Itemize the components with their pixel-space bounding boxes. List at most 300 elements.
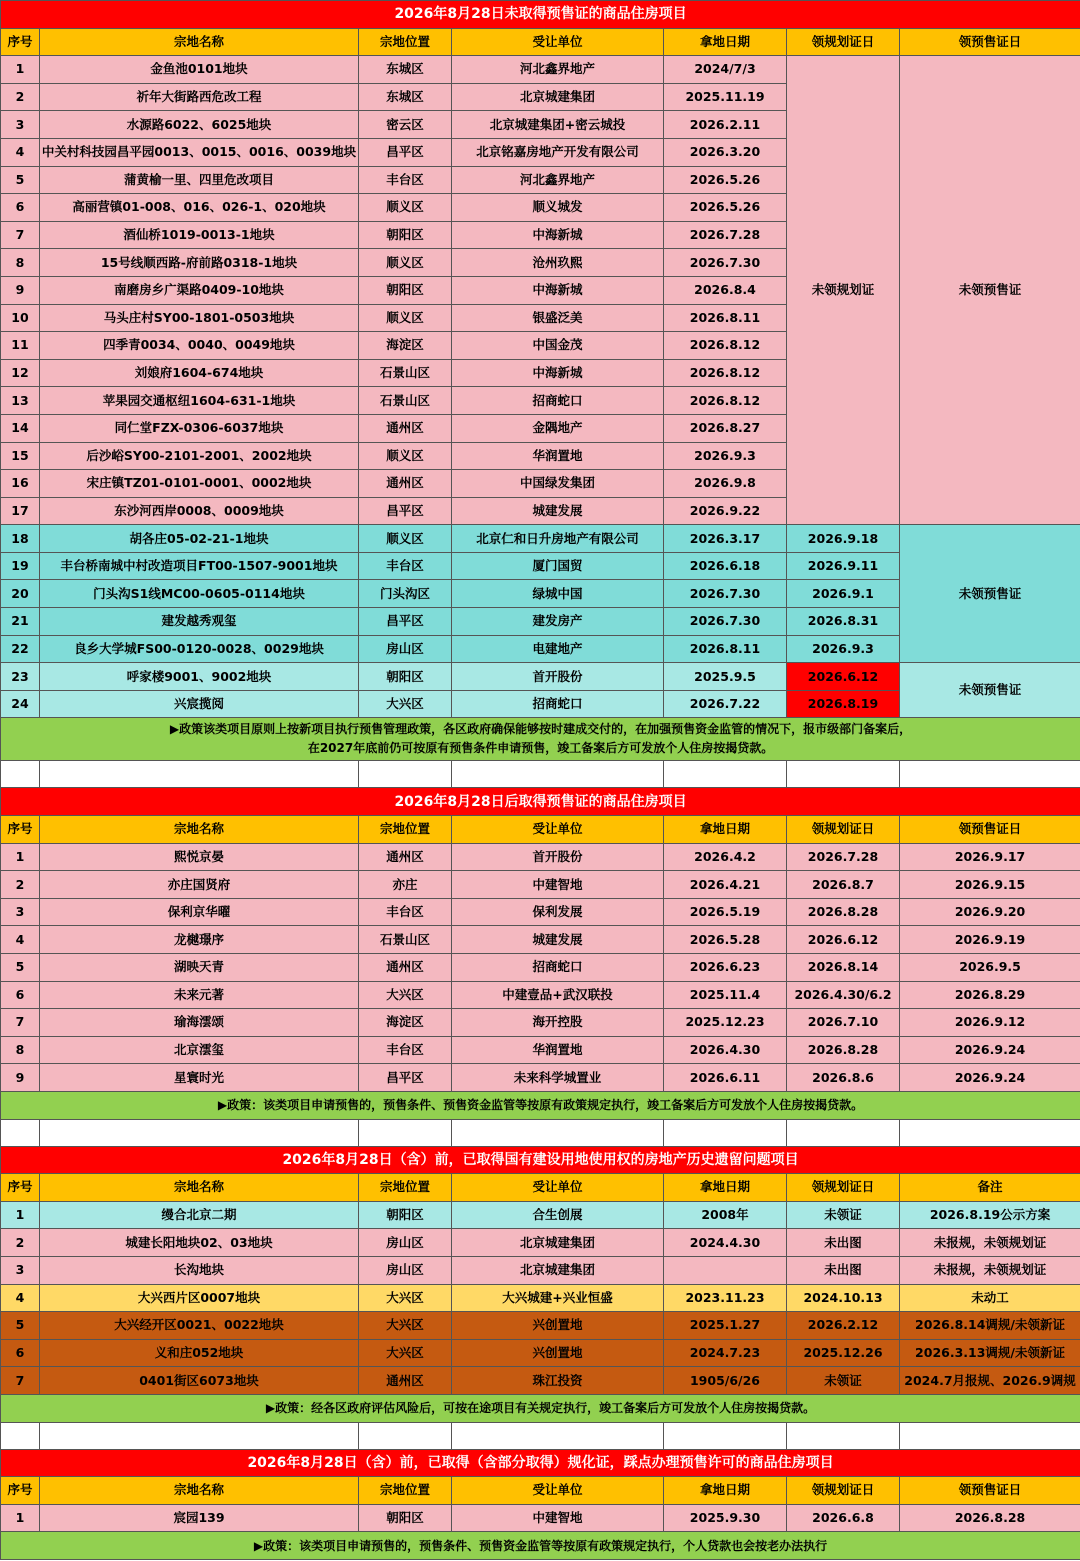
table-cell: 未出图 <box>787 1229 900 1257</box>
policy-row <box>1 1394 1080 1422</box>
table-cell: 义和庄052地块 <box>40 1339 359 1367</box>
empty-cell <box>359 1119 452 1146</box>
table-cell: 1 <box>1 843 40 871</box>
table-cell: 2026.6.23 <box>664 954 787 982</box>
table-cell: 龙樾璟序 <box>40 926 359 954</box>
table-cell: 2026.9.19 <box>900 926 1080 954</box>
table-cell: 金隅地产 <box>452 414 664 442</box>
column-header: 宗地名称 <box>40 1477 359 1505</box>
table-cell: 东城区 <box>359 83 452 111</box>
table-cell: 15 <box>1 442 40 470</box>
table-cell: 大兴区 <box>359 1339 452 1367</box>
table-cell: 南磨房乡广渠路0409-10地块 <box>40 276 359 304</box>
table-cell: 20 <box>1 580 40 608</box>
table-cell: 招商蛇口 <box>452 954 664 982</box>
table-row <box>1 981 1080 1009</box>
table-cell: 顺义区 <box>359 304 452 332</box>
empty-cell <box>40 761 359 788</box>
table-cell <box>664 1256 787 1284</box>
table-cell: 朝阳区 <box>359 276 452 304</box>
table-cell: 大兴西片区0007地块 <box>40 1284 359 1312</box>
table-cell: 2026.3.17 <box>664 525 787 553</box>
table-cell: 祈年大街路西危改工程 <box>40 83 359 111</box>
column-header: 受让单位 <box>452 816 664 844</box>
table-cell: 2026.8.29 <box>900 981 1080 1009</box>
table-cell: 11 <box>1 332 40 360</box>
table-cell: 1 <box>1 1201 40 1229</box>
table-cell: 大兴区 <box>359 1312 452 1340</box>
table-cell: 2026.9.5 <box>900 954 1080 982</box>
column-header: 宗地位置 <box>359 1174 452 1202</box>
policy-note <box>1 1091 1080 1119</box>
table-cell: 2026.7.10 <box>787 1009 900 1037</box>
table-cell: 2025.11.19 <box>664 83 787 111</box>
column-header: 领预售证日 <box>900 816 1080 844</box>
spacer-row <box>1 1422 1080 1449</box>
empty-cell <box>40 1422 359 1449</box>
table-row <box>1 871 1080 899</box>
table-cell: 8 <box>1 249 40 277</box>
table-cell: 房山区 <box>359 1256 452 1284</box>
table-cell: 大兴经开区0021、0022地块 <box>40 1312 359 1340</box>
policy-row <box>1 1532 1080 1560</box>
table-cell: 24 <box>1 690 40 718</box>
section-title-row <box>1 1146 1080 1174</box>
column-header: 拿地日期 <box>664 816 787 844</box>
table-cell: 昌平区 <box>359 497 452 525</box>
table-cell: 宸园139 <box>40 1504 359 1532</box>
table-cell: 中国绿发集团 <box>452 470 664 498</box>
section-title-row <box>1 1 1080 29</box>
table-cell: 北京城建集团 <box>452 1256 664 1284</box>
table-cell: 昌平区 <box>359 1064 452 1092</box>
table-cell: 2025.1.27 <box>664 1312 787 1340</box>
table-cell: 2026.9.24 <box>900 1064 1080 1092</box>
table-cell: 东城区 <box>359 56 452 84</box>
table-cell: 刘娘府1604-674地块 <box>40 359 359 387</box>
table-cell: 6 <box>1 981 40 1009</box>
column-header: 拿地日期 <box>664 1174 787 1202</box>
table-cell: 9 <box>1 1064 40 1092</box>
table-cell: 蒲黄榆一里、四里危改项目 <box>40 166 359 194</box>
table-cell: 2026.3.13调规/未领新证 <box>900 1339 1080 1367</box>
empty-cell <box>664 761 787 788</box>
presale-status-merged: 未领预售证 <box>900 525 1080 663</box>
table-cell: 密云区 <box>359 111 452 139</box>
table-cell: 2026.4.2 <box>664 843 787 871</box>
table-cell: 6 <box>1 194 40 222</box>
table-cell: 北京铭嘉房地产开发有限公司 <box>452 138 664 166</box>
table-cell: 2026.8.6 <box>787 1064 900 1092</box>
table-cell: 2026.9.1 <box>787 580 900 608</box>
section-title: 2026年8月28日（含）前，已取得（含部分取得）规化证，踩点办理预售许可的商品住房项目 <box>1 1449 1080 1477</box>
table-cell: 中国金茂 <box>452 332 664 360</box>
column-header: 宗地名称 <box>40 1174 359 1202</box>
table-cell: 昌平区 <box>359 608 452 636</box>
table-cell: 22 <box>1 635 40 663</box>
table-cell: 2026.7.30 <box>664 249 787 277</box>
table-cell: 1905/6/26 <box>664 1367 787 1395</box>
table-row <box>1 1504 1080 1532</box>
table-cell: 中关村科技园昌平园0013、0015、0016、0039地块 <box>40 138 359 166</box>
table-cell: 城建发展 <box>452 926 664 954</box>
table-cell: 未报规，未领规划证 <box>900 1229 1080 1257</box>
table-cell: 珠江投资 <box>452 1367 664 1395</box>
table-cell: 2026.6.18 <box>664 552 787 580</box>
column-header: 备注 <box>900 1174 1080 1202</box>
table-cell: 2026.6.12 <box>787 926 900 954</box>
plan-date-highlight: 2026.8.19 <box>787 690 900 718</box>
table-cell: 电建地产 <box>452 635 664 663</box>
table-cell: 丰台区 <box>359 898 452 926</box>
table-cell: 15号线顺西路-府前路0318-1地块 <box>40 249 359 277</box>
column-header: 序号 <box>1 816 40 844</box>
table-cell: 2025.12.26 <box>787 1339 900 1367</box>
table-row <box>1 56 1080 84</box>
header-row <box>1 1477 1080 1505</box>
table-cell: 门头沟S1线MC00-0605-0114地块 <box>40 580 359 608</box>
policy-note <box>1 718 1080 761</box>
table-cell: 北京仁和日升房地产有限公司 <box>452 525 664 553</box>
table-cell: 2026.8.12 <box>664 332 787 360</box>
table-cell: 通州区 <box>359 843 452 871</box>
section-title-row <box>1 1449 1080 1477</box>
table-cell: 2026.9.15 <box>900 871 1080 899</box>
column-header: 领规划证日 <box>787 1477 900 1505</box>
table-cell: 宋庄镇TZ01-0101-0001、0002地块 <box>40 470 359 498</box>
table-cell: 2026.8.27 <box>664 414 787 442</box>
header-row <box>1 28 1080 56</box>
table-cell: 7 <box>1 1009 40 1037</box>
table-cell: 通州区 <box>359 414 452 442</box>
table-cell: 厦门国贸 <box>452 552 664 580</box>
table-cell: 招商蛇口 <box>452 690 664 718</box>
table-cell: 2026.9.17 <box>900 843 1080 871</box>
table-cell: 石景山区 <box>359 926 452 954</box>
table-cell: 未报规，未领规划证 <box>900 1256 1080 1284</box>
table-cell: 2026.9.8 <box>664 470 787 498</box>
policy-row <box>1 718 1080 761</box>
policy-text: ▶政策：经各区政府评估风险后，可按在途项目有关规定执行，竣工备案后方可发放个人住房按揭贷款。 <box>265 1401 816 1416</box>
table-cell: 19 <box>1 552 40 580</box>
table-cell: 北京城建集团+密云城投 <box>452 111 664 139</box>
table-cell: 2026.8.14 <box>787 954 900 982</box>
table-cell: 2024.4.30 <box>664 1229 787 1257</box>
plan-date-highlight: 2026.6.12 <box>787 663 900 691</box>
table-cell: 2026.9.22 <box>664 497 787 525</box>
table-cell: 四季青0034、0040、0049地块 <box>40 332 359 360</box>
table-cell: 2026.6.8 <box>787 1504 900 1532</box>
table-row <box>1 898 1080 926</box>
section-title: 2026年8月28日未取得预售证的商品住房项目 <box>1 1 1080 29</box>
table-cell: 中海新城 <box>452 276 664 304</box>
table-cell: 保利发展 <box>452 898 664 926</box>
table-cell: 2026.8.7 <box>787 871 900 899</box>
table-cell: 2025.11.4 <box>664 981 787 1009</box>
table-cell: 通州区 <box>359 954 452 982</box>
table-cell: 7 <box>1 221 40 249</box>
table-cell: 2026.9.11 <box>787 552 900 580</box>
table-cell: 朝阳区 <box>359 221 452 249</box>
column-header: 宗地位置 <box>359 816 452 844</box>
table-cell: 顺义区 <box>359 194 452 222</box>
table-cell: 中建智地 <box>452 1504 664 1532</box>
table-cell: 未领证 <box>787 1201 900 1229</box>
table-cell: 2026.4.30 <box>664 1036 787 1064</box>
table-cell: 丰台桥南城中村改造项目FT00-1507-9001地块 <box>40 552 359 580</box>
table-cell: 4 <box>1 1284 40 1312</box>
table-cell: 城建长阳地块02、03地块 <box>40 1229 359 1257</box>
table-cell: 8 <box>1 1036 40 1064</box>
table-cell: 2026.8.12 <box>664 387 787 415</box>
table-cell: 顺义城发 <box>452 194 664 222</box>
table-cell: 河北鑫界地产 <box>452 166 664 194</box>
table-cell: 建发房产 <box>452 608 664 636</box>
column-header: 受让单位 <box>452 1174 664 1202</box>
column-header: 拿地日期 <box>664 1477 787 1505</box>
table-cell: 2026.7.30 <box>664 580 787 608</box>
header-row <box>1 816 1080 844</box>
table-cell: 星寰时光 <box>40 1064 359 1092</box>
table-cell: 2026.7.28 <box>787 843 900 871</box>
table-cell: 丰台区 <box>359 1036 452 1064</box>
table-cell: 中海新城 <box>452 359 664 387</box>
policy-text: ▶政策该类项目原则上按新项目执行预售管理政策，各区政府确保能够按时建成交付的，在加强预售资金监管的情况下，报市级部门备案后， <box>169 722 912 737</box>
table-cell: 招商蛇口 <box>452 387 664 415</box>
presale-status-merged: 未领预售证 <box>900 663 1080 718</box>
table-cell: 同仁堂FZX-0306-6037地块 <box>40 414 359 442</box>
table-cell: 通州区 <box>359 1367 452 1395</box>
table-cell: 16 <box>1 470 40 498</box>
table-cell: 海开控股 <box>452 1009 664 1037</box>
table-row <box>1 1312 1080 1340</box>
table-cell: 2024.10.13 <box>787 1284 900 1312</box>
table-cell: 长沟地块 <box>40 1256 359 1284</box>
table-cell: 2026.9.18 <box>787 525 900 553</box>
presale-status-merged: 未领预售证 <box>900 56 1080 525</box>
table-cell: 苹果园交通枢纽1604-631-1地块 <box>40 387 359 415</box>
table-cell: 10 <box>1 304 40 332</box>
table-cell: 2024.7.23 <box>664 1339 787 1367</box>
column-header: 受让单位 <box>452 28 664 56</box>
table-cell: 高丽营镇01-008、016、026-1、020地块 <box>40 194 359 222</box>
empty-cell <box>900 1119 1080 1146</box>
table-cell: 合生创展 <box>452 1201 664 1229</box>
table-cell: 北京澐玺 <box>40 1036 359 1064</box>
table-row <box>1 663 1080 691</box>
column-header: 序号 <box>1 28 40 56</box>
table-cell: 2025.9.5 <box>664 663 787 691</box>
column-header: 宗地名称 <box>40 816 359 844</box>
table-cell: 首开股份 <box>452 843 664 871</box>
section-title-row <box>1 788 1080 816</box>
column-header: 宗地位置 <box>359 28 452 56</box>
table-cell: 大兴区 <box>359 981 452 1009</box>
table-cell: 2026.5.26 <box>664 166 787 194</box>
table-cell: 2026.8.12 <box>664 359 787 387</box>
table-cell: 2026.9.20 <box>900 898 1080 926</box>
table-cell: 12 <box>1 359 40 387</box>
table-cell: 保利京华曜 <box>40 898 359 926</box>
table-cell: 3 <box>1 111 40 139</box>
table-cell: 2024.7月报规、2026.9调规 <box>900 1367 1080 1395</box>
table-cell: 2026.4.21 <box>664 871 787 899</box>
table-cell: 4 <box>1 138 40 166</box>
table-cell: 7 <box>1 1367 40 1395</box>
table-cell: 顺义区 <box>359 442 452 470</box>
table-cell: 中建壹品+武汉联投 <box>452 981 664 1009</box>
table-cell: 9 <box>1 276 40 304</box>
table-cell: 2026.2.11 <box>664 111 787 139</box>
table-cell: 呼家楼9001、9002地块 <box>40 663 359 691</box>
table-cell: 未来科学城置业 <box>452 1064 664 1092</box>
table-cell: 未来元著 <box>40 981 359 1009</box>
table-row <box>1 1367 1080 1395</box>
table-cell: 2026.5.19 <box>664 898 787 926</box>
table-cell: 2026.9.3 <box>787 635 900 663</box>
section-title: 2026年8月28日（含）前，已取得国有建设用地使用权的房地产历史遗留问题项目 <box>1 1146 1080 1174</box>
table-cell: 5 <box>1 166 40 194</box>
table-cell: 2026.3.20 <box>664 138 787 166</box>
table-cell: 3 <box>1 1256 40 1284</box>
table-cell: 丰台区 <box>359 166 452 194</box>
table-cell: 1 <box>1 56 40 84</box>
empty-cell <box>1 1119 40 1146</box>
table-cell: 2026.7.28 <box>664 221 787 249</box>
table-cell: 房山区 <box>359 1229 452 1257</box>
table-row <box>1 1009 1080 1037</box>
plan-status-merged: 未领规划证 <box>787 56 900 525</box>
table-cell: 2026.4.30/6.2 <box>787 981 900 1009</box>
column-header: 领规划证日 <box>787 816 900 844</box>
table-cell: 门头沟区 <box>359 580 452 608</box>
table-cell: 中海新城 <box>452 221 664 249</box>
table-row <box>1 1284 1080 1312</box>
table-cell: 亦庄 <box>359 871 452 899</box>
table-cell: 马头庄村SY00-1801-0503地块 <box>40 304 359 332</box>
empty-cell <box>1 761 40 788</box>
table-cell: 顺义区 <box>359 525 452 553</box>
empty-cell <box>787 1119 900 1146</box>
table-cell: 2026.8.28 <box>787 898 900 926</box>
table-cell: 金鱼池0101地块 <box>40 56 359 84</box>
table-cell: 北京城建集团 <box>452 1229 664 1257</box>
table-cell: 18 <box>1 525 40 553</box>
table-cell: 17 <box>1 497 40 525</box>
table-cell: 后沙峪SY00-2101-2001、2002地块 <box>40 442 359 470</box>
policy-note <box>1 1532 1080 1560</box>
policy-text: ▶政策：该类项目申请预售的，预售条件、预售资金监管等按原有政策规定执行，个人贷款也会按老办法执行 <box>253 1538 828 1553</box>
table-cell: 未领证 <box>787 1367 900 1395</box>
table-cell: 石景山区 <box>359 359 452 387</box>
column-header: 拿地日期 <box>664 28 787 56</box>
table-cell: 2023.11.23 <box>664 1284 787 1312</box>
table-cell: 亦庄国贤府 <box>40 871 359 899</box>
column-header: 序号 <box>1 1174 40 1202</box>
table-cell: 未动工 <box>900 1284 1080 1312</box>
table-cell: 海淀区 <box>359 1009 452 1037</box>
empty-cell <box>787 761 900 788</box>
table-cell: 绿城中国 <box>452 580 664 608</box>
table-cell: 2026.5.28 <box>664 926 787 954</box>
spacer-row <box>1 761 1080 788</box>
table-cell: 2026.9.12 <box>900 1009 1080 1037</box>
table-cell: 大兴区 <box>359 1284 452 1312</box>
column-header: 领规划证日 <box>787 28 900 56</box>
table-cell: 华润置地 <box>452 1036 664 1064</box>
section-title: 2026年8月28日后取得预售证的商品住房项目 <box>1 788 1080 816</box>
table-cell: 兴宸揽阅 <box>40 690 359 718</box>
table-cell: 23 <box>1 663 40 691</box>
table-cell: 首开股份 <box>452 663 664 691</box>
table-cell: 华润置地 <box>452 442 664 470</box>
table-cell: 1 <box>1 1504 40 1532</box>
table-cell: 水源路6022、6025地块 <box>40 111 359 139</box>
empty-cell <box>664 1422 787 1449</box>
table-cell: 银盛泛美 <box>452 304 664 332</box>
column-header: 领规划证日 <box>787 1174 900 1202</box>
empty-cell <box>452 1422 664 1449</box>
table-cell: 2008年 <box>664 1201 787 1229</box>
empty-cell <box>359 761 452 788</box>
table-cell: 昌平区 <box>359 138 452 166</box>
table-row <box>1 1256 1080 1284</box>
table-row <box>1 926 1080 954</box>
table-cell: 通州区 <box>359 470 452 498</box>
table-cell: 2026.6.11 <box>664 1064 787 1092</box>
column-header: 领预售证日 <box>900 28 1080 56</box>
table-cell: 2026.2.12 <box>787 1312 900 1340</box>
table-cell: 5 <box>1 1312 40 1340</box>
table-row <box>1 843 1080 871</box>
table-cell: 朝阳区 <box>359 663 452 691</box>
table-cell: 兴创置地 <box>452 1339 664 1367</box>
table-cell: 朝阳区 <box>359 1504 452 1532</box>
table-cell: 海淀区 <box>359 332 452 360</box>
empty-cell <box>359 1422 452 1449</box>
table-cell: 大兴区 <box>359 690 452 718</box>
table-cell: 石景山区 <box>359 387 452 415</box>
policy-note <box>1 1394 1080 1422</box>
table-cell: 2026.5.26 <box>664 194 787 222</box>
table-cell: 北京城建集团 <box>452 83 664 111</box>
column-header: 宗地名称 <box>40 28 359 56</box>
empty-cell <box>452 761 664 788</box>
table-cell: 2026.7.30 <box>664 608 787 636</box>
table-cell: 朝阳区 <box>359 1201 452 1229</box>
table-cell: 2026.9.3 <box>664 442 787 470</box>
table-cell: 河北鑫界地产 <box>452 56 664 84</box>
header-row <box>1 1174 1080 1202</box>
table-cell: 沧州玖熙 <box>452 249 664 277</box>
empty-cell <box>452 1119 664 1146</box>
column-header: 受让单位 <box>452 1477 664 1505</box>
table-cell: 2025.12.23 <box>664 1009 787 1037</box>
table-cell: 2026.8.19公示方案 <box>900 1201 1080 1229</box>
table-cell: 13 <box>1 387 40 415</box>
table-cell: 2026.9.24 <box>900 1036 1080 1064</box>
table-cell: 2 <box>1 871 40 899</box>
table-cell: 14 <box>1 414 40 442</box>
table-cell: 2026.8.28 <box>787 1036 900 1064</box>
table-cell: 2025.9.30 <box>664 1504 787 1532</box>
table-cell: 2026.8.28 <box>900 1504 1080 1532</box>
table-cell: 瑜海澐颂 <box>40 1009 359 1037</box>
table-cell: 良乡大学城FS00-0120-0028、0029地块 <box>40 635 359 663</box>
table-row <box>1 1229 1080 1257</box>
spacer-row <box>1 1119 1080 1146</box>
table-cell: 2026.8.11 <box>664 304 787 332</box>
